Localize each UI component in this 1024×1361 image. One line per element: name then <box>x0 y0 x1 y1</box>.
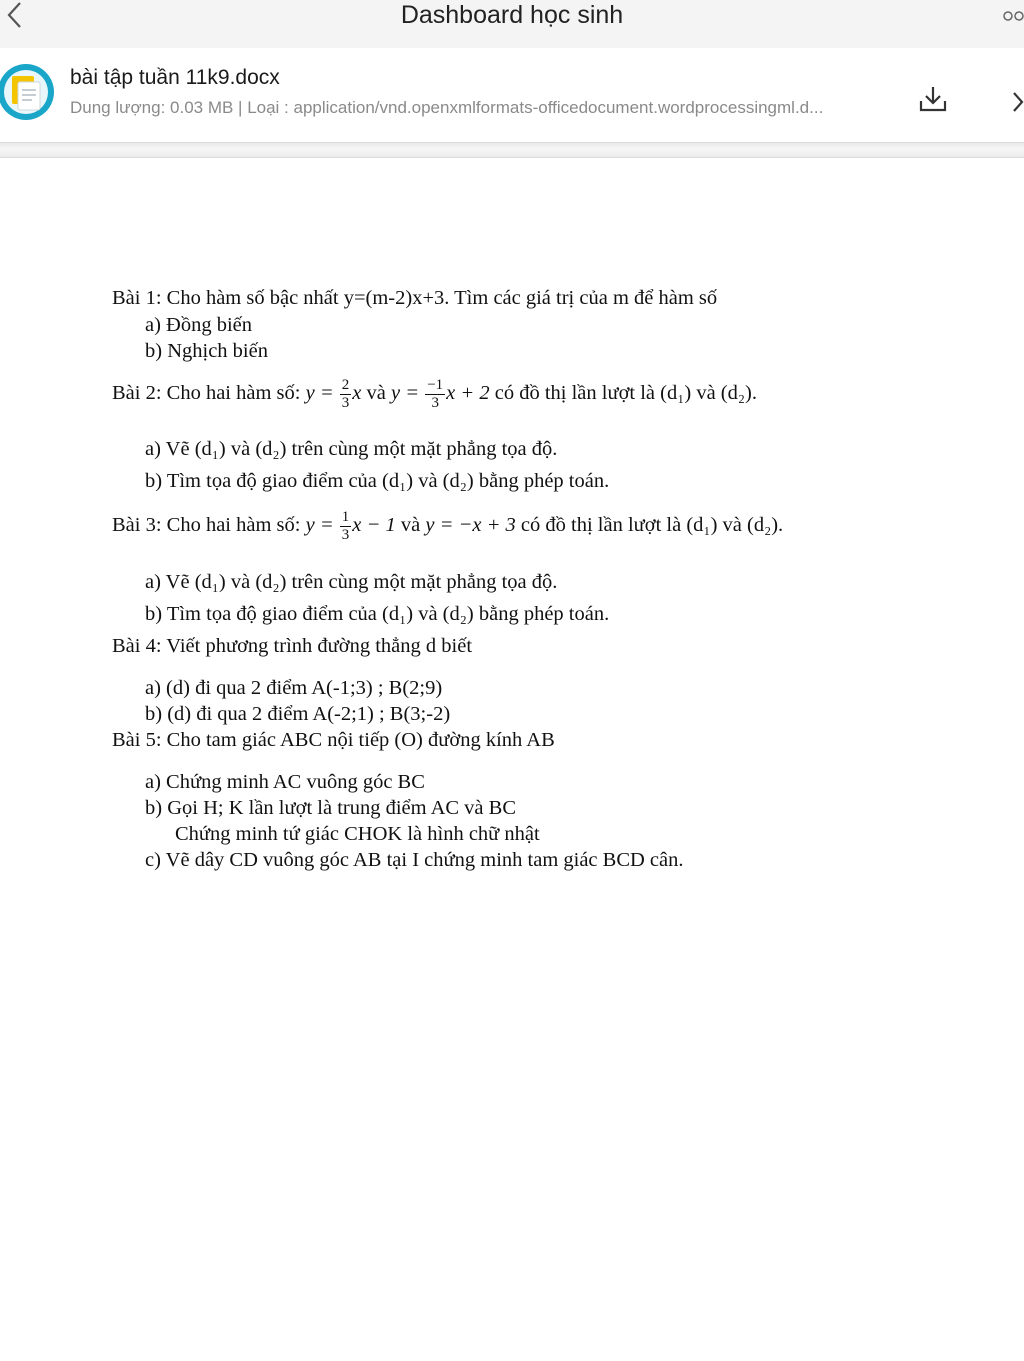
bai-2-f2-fraction <box>425 377 445 412</box>
more-dots-icon <box>1000 6 1024 26</box>
bai-2-and: và <box>361 382 392 404</box>
bai-2-f1-post: x <box>352 382 362 404</box>
bai-3-item-b: b) Tìm tọa độ giao điểm của (d₁) và (d₂) bằng phép toán. <box>145 603 610 625</box>
file-meta: Dung lượng: 0.03 MB | Loại : application/vnd.openxmlformats-officedocument.wordprocessingml.d... <box>70 98 824 117</box>
bai-1-item-a: a) Đồng biến <box>145 314 253 336</box>
bai-3-f1-num: 1 <box>341 508 350 525</box>
bai-2-f2-pre: y = <box>391 382 425 404</box>
bai-3-item-a: a) Vẽ (d₁) và (d₂) trên cùng một mặt phẳng tọa độ. <box>145 571 558 593</box>
bai-3-f2: y = −x + 3 <box>425 514 516 536</box>
bai-1-title: Bài 1: Cho hàm số bậc nhất y=(m-2)x+3. Tìm các giá trị của m để hàm số <box>112 287 718 309</box>
bai-5-item-b: b) Gọi H; K lần lượt là trung điểm AC và BC <box>145 797 516 819</box>
bai-5-item-c: c) Vẽ dây CD vuông góc AB tại I chứng minh tam giác BCD cân. <box>145 849 684 871</box>
bai-4-item-b: b) (d) đi qua 2 điểm A(-2;1) ; B(3;-2) <box>145 703 451 725</box>
bai-2-f1-pre: y = <box>305 382 339 404</box>
bai-2-f2-num: −1 <box>427 376 444 393</box>
bai-3-and: và <box>395 514 426 536</box>
top-bar <box>0 0 1024 48</box>
bai-2-tail: có đồ thị lần lượt là (d₁) và (d₂). <box>489 382 757 404</box>
bai-4-item-a: a) (d) đi qua 2 điểm A(-1;3) ; B(2;9) <box>145 677 443 699</box>
bai-2-title <box>112 368 757 418</box>
bai-1-item-b: b) Nghịch biến <box>145 340 268 362</box>
divider <box>0 142 1024 158</box>
bai-2-f2-den: 3 <box>431 394 439 411</box>
file-name: bài tập tuần 11k9.docx <box>70 66 280 89</box>
bai-2-f2-post: x + 2 <box>446 382 490 404</box>
bai-3-f1-den: 3 <box>341 526 350 543</box>
chevron-right-icon <box>1008 90 1024 114</box>
bai-3-tail: có đồ thị lần lượt là (d₁) và (d₂). <box>515 514 784 536</box>
bai-3-f1-fraction <box>340 509 352 544</box>
bai-5-item-b-cont: Chứng minh tứ giác CHOK là hình chữ nhật <box>175 823 540 845</box>
file-bar[interactable] <box>0 48 1024 142</box>
document-viewer[interactable] <box>0 158 1024 1361</box>
bai-2-lead: Bài 2: Cho hai hàm số: <box>112 382 306 404</box>
bai-4-title: Bài 4: Viết phương trình đường thẳng d biết <box>112 635 473 657</box>
bai-5-item-a: a) Chứng minh AC vuông góc BC <box>145 771 425 793</box>
bai-3-title <box>112 500 783 550</box>
more-button[interactable] <box>1000 6 1024 26</box>
download-icon <box>918 84 948 114</box>
bai-2-item-a: a) Vẽ (d₁) và (d₂) trên cùng một mặt phẳng tọa độ. <box>145 438 558 460</box>
bai-2-f1-fraction <box>340 377 352 412</box>
document-file-icon <box>0 62 56 122</box>
page-title: Dashboard học sinh <box>400 1 624 29</box>
bai-5-title: Bài 5: Cho tam giác ABC nội tiếp (O) đường kính AB <box>112 729 555 751</box>
bai-2-item-b: b) Tìm tọa độ giao điểm của (d₁) và (d₂) bằng phép toán. <box>145 470 610 492</box>
download-button[interactable] <box>918 84 948 114</box>
bai-3-lead: Bài 3: Cho hai hàm số: <box>112 514 306 536</box>
next-button[interactable] <box>1008 90 1024 114</box>
bai-3-f1-pre: y = <box>305 514 339 536</box>
bai-3-f1-post: x − 1 <box>352 514 396 536</box>
bai-2-f1-num: 2 <box>341 376 350 393</box>
bai-2-f1-den: 3 <box>341 394 350 411</box>
